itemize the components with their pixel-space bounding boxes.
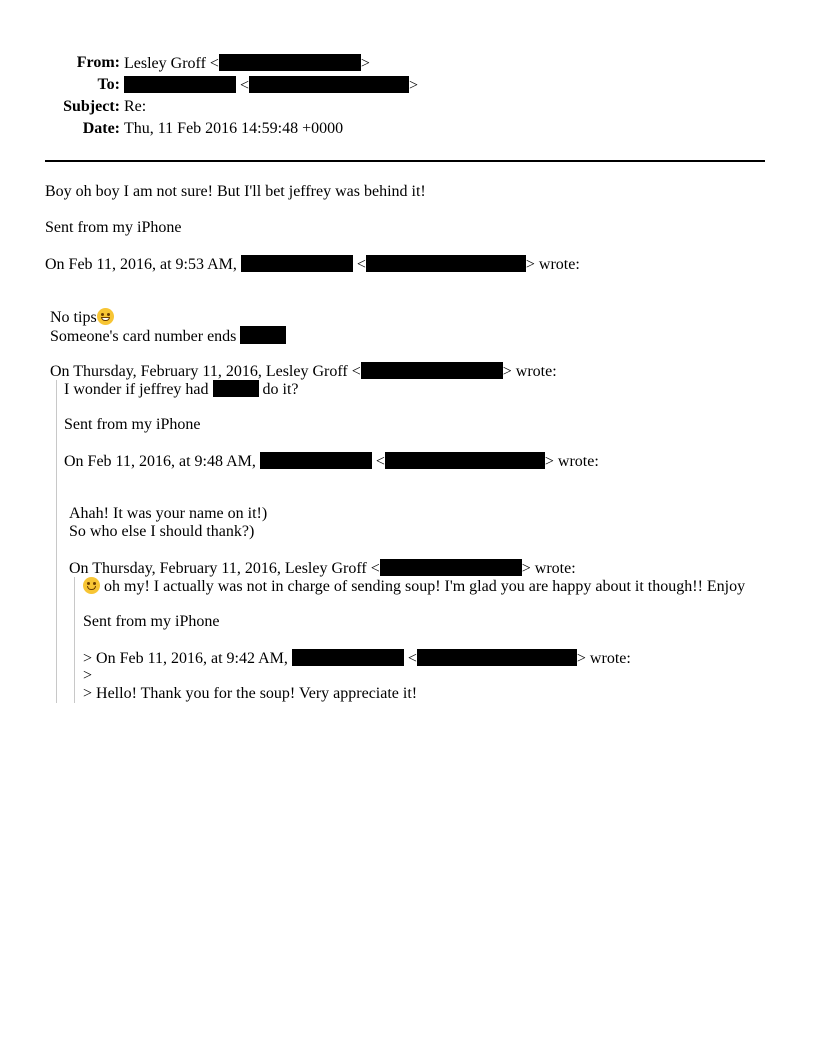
date-value: Thu, 11 Feb 2016 14:59:48 +0000	[124, 120, 344, 137]
attribution-wrote: > wrote:	[502, 363, 557, 380]
quoted-line: Ahah! It was your name on it!)	[69, 505, 268, 522]
quoted-line: > Hello! Thank you for the soup! Very appreciate it!	[83, 685, 418, 702]
attribution-text: On Thursday, February 11, 2016, Lesley Groff <	[69, 560, 380, 577]
smiling-face-icon	[83, 577, 100, 594]
attribution-bracket: <	[407, 650, 417, 667]
quoted-line	[64, 380, 299, 399]
attribution-line	[64, 452, 599, 471]
quoted-line: >	[83, 667, 93, 684]
attribution-text: On Feb 11, 2016, at 9:53 AM,	[45, 256, 237, 273]
subject-value: Re:	[124, 98, 147, 115]
from-close: >	[360, 55, 370, 72]
attribution-bracket: <	[356, 256, 366, 273]
redacted-card-number	[240, 326, 286, 344]
card-line	[50, 326, 286, 346]
redacted-email	[366, 255, 526, 272]
from-value	[124, 54, 370, 73]
quote-bar	[56, 380, 57, 703]
signature: Sent from my iPhone	[83, 613, 220, 630]
quoted-line: So who else I should thank?)	[69, 523, 255, 540]
attribution-text: > On Feb 11, 2016, at 9:42 AM,	[83, 650, 288, 667]
attribution-line	[83, 649, 631, 668]
redacted-name	[292, 649, 404, 666]
to-label: To:	[97, 76, 120, 93]
grinning-face-icon	[97, 308, 114, 325]
no-tips-text: No tips	[50, 309, 97, 326]
reply-text: Boy oh boy I am not sure! But I'll bet jeffrey was behind it!	[45, 183, 426, 200]
signature: Sent from my iPhone	[64, 416, 201, 433]
attribution-text: On Thursday, February 11, 2016, Lesley Groff <	[50, 363, 361, 380]
redacted-email	[417, 649, 577, 666]
redacted-email	[219, 54, 361, 71]
redacted-email	[380, 559, 522, 576]
attribution-wrote: > wrote:	[521, 560, 576, 577]
attribution-wrote: > wrote:	[544, 453, 599, 470]
quoted-text: I wonder if jeffrey had	[64, 381, 209, 398]
signature: Sent from my iPhone	[45, 219, 182, 236]
quoted-text: oh my! I actually was not in charge of sending soup! I'm glad you are happy about it though!! Enjoy	[104, 578, 746, 595]
redacted-email	[385, 452, 545, 469]
redacted-email	[361, 362, 503, 379]
attribution-wrote: > wrote:	[576, 650, 631, 667]
attribution-bracket: <	[375, 453, 385, 470]
quoted-text: do it?	[262, 381, 299, 398]
to-bracket: <	[240, 77, 250, 94]
redacted-name	[241, 255, 353, 272]
date-label: Date:	[82, 120, 120, 137]
from-label: From:	[76, 54, 120, 71]
attribution-wrote: > wrote:	[525, 256, 580, 273]
attribution-line	[50, 362, 557, 381]
to-value	[124, 76, 418, 95]
attribution-text: On Feb 11, 2016, at 9:48 AM,	[64, 453, 256, 470]
from-name: Lesley Groff <	[124, 55, 219, 72]
quote-bar	[74, 577, 75, 703]
attribution-line	[69, 559, 576, 578]
to-close: >	[409, 77, 419, 94]
redacted-name	[124, 76, 236, 93]
quoted-line	[83, 577, 745, 596]
subject-label: Subject:	[63, 98, 120, 115]
redacted-name	[260, 452, 372, 469]
no-tips-line	[50, 308, 114, 327]
card-text: Someone's card number ends	[50, 328, 237, 345]
header-divider	[45, 160, 765, 162]
attribution-line	[45, 255, 580, 274]
redacted-email	[249, 76, 409, 93]
redacted-name	[213, 380, 259, 397]
